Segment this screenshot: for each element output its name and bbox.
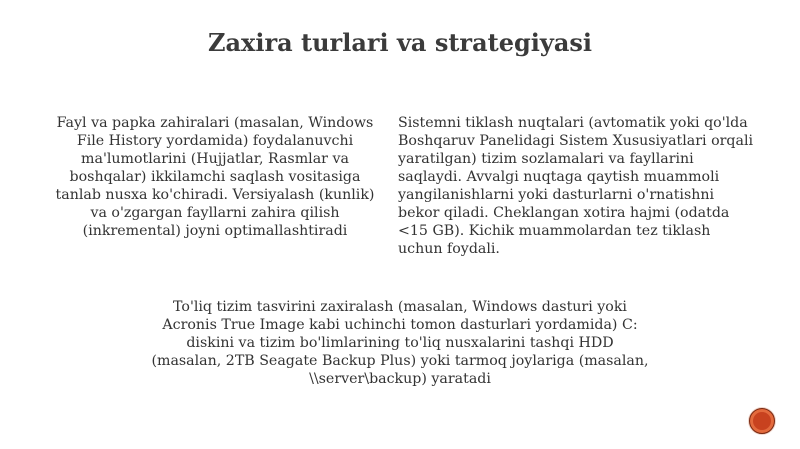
right-column-text: Sistemni tiklash nuqtalari (avtomatik yoki qo'lda Boshqaruv Panelidagi Sistem Xususiyatlari orqali yaratilgan) tizim sozlamalari va fayllarini saqlaydi. Avvalgi nuqtaga qaytish muammoli yangilanishlarni yoki dasturlarni o'rnatishni bekor qiladi. Cheklangan xotira hajmi (odatda <15 GB). Kichik muammolardan tez tiklash uchun foydali. [398,115,754,257]
left-column-text: Fayl va papka zahiralari (masalan, Windows File History yordamida) foydalanuvchi ma'lumotlarini (Hujjatlar, Rasmlar va boshqalar) ikkilamchi saqlash vositasiga tanlab nusxa ko'chiradi. Versiyalash (kunlik) va o'zgargan fayllarni zahira qilish (inkremental) joyni optimallashtiradi [55,115,375,239]
bottom-text: To'liq tizim tasvirini zaxiralash (masalan, Windows dasturi yoki Acronis True Image kabi uchinchi tomon dasturlari yordamida) C: diskini va tizim bo'limlarining to'liq nusxalarini tashqi HDD (masalan, 2TB Seagate Backup Plus) yoki tarmoq joylariga (masalan, \\server\backup) yaratadi [151,299,649,387]
slide-nav-circle-icon[interactable] [749,408,775,434]
slide-title: Zaxira turlari va strategiyasi [207,28,593,57]
